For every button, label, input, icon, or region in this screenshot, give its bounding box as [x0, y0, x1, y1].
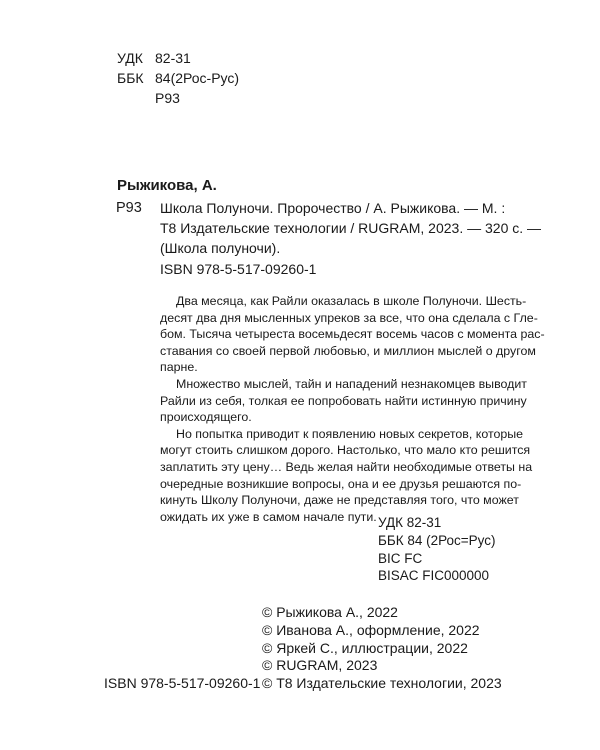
isbn-bottom: ISBN 978-5-517-09260-1 — [104, 675, 261, 691]
bib-line: (Школа полуночи). — [160, 240, 281, 256]
bbk-value: 84(2Рос-Рус) — [155, 70, 240, 86]
annotation-line: кинуть Школу Полуночи, даже не представляя того, что может — [160, 493, 519, 508]
annotation-line: Два месяца, как Райли оказалась в школе Полуночи. Шесть- — [176, 294, 527, 308]
copyright-block — [262, 604, 502, 693]
udk-label: УДК — [117, 50, 143, 66]
bib-line: Школа Полуночи. Пророчество / А. Рыжикова. — М. : — [160, 200, 506, 216]
author-sign: Р93 — [116, 200, 142, 216]
bic-code: BIC FC — [378, 550, 423, 566]
bbk-label: ББК — [117, 70, 144, 86]
annotation-line: Райли из себя, толкая ее попробовать найти истинную причину — [160, 393, 527, 408]
annotation-line: ожидать их уже в самом начале пути. — [160, 509, 377, 524]
annotation — [160, 293, 545, 525]
bbk-code: ББК 84 (2Рос=Рус) — [378, 532, 496, 548]
bbk-line — [117, 68, 239, 88]
copyright-line: © Иванова А., оформление, 2022 — [262, 621, 480, 638]
copyright-line: © Рыжикова А., 2022 — [262, 604, 398, 620]
annotation-line: бом. Тысяча четыреста восемьдесят восемь часов с момента рас- — [160, 327, 545, 342]
annotation-line: могут стоить слишком дорого. Настолько, что мало кто решится — [160, 443, 531, 458]
annotation-line: ставания со своей первой любовью, и миллион мыслей о другом — [160, 343, 536, 358]
annotation-paragraph — [160, 426, 533, 526]
copyright-line: © RUGRAM, 2023 — [262, 657, 378, 674]
annotation-line: очередные возникшие вопросы, она и ее друзья решаются по- — [160, 476, 522, 491]
isbn-main: ISBN 978-5-517-09260-1 — [160, 261, 317, 277]
udk-code: УДК 82-31 — [378, 515, 442, 530]
bib-line: Т8 Издательские технологии / RUGRAM, 2023. — 320 с. — — [160, 220, 542, 236]
annotation-line: Но попытка приводит к появлению новых секретов, которые — [176, 426, 524, 441]
annotation-line: происходящего. — [160, 410, 252, 425]
annotation-line: Множество мыслей, тайн и нападений незнакомцев выводит — [176, 376, 527, 391]
author-heading: Рыжикова, А. — [117, 177, 217, 194]
annotation-paragraph — [160, 293, 545, 376]
udk-line — [117, 48, 239, 68]
copyright-line: © Яркей С., иллюстрации, 2022 — [262, 639, 468, 656]
annotation-line: заплатить эту цену… Ведь желая найти необходимые ответы на — [160, 459, 533, 474]
annotation-line: десят два дня мысленных упреков за все, что она сделала с Гле- — [160, 310, 538, 325]
annotation-line: парне. — [160, 360, 198, 375]
annotation-paragraph — [160, 376, 527, 426]
author-sign-top: Р93 — [155, 90, 180, 106]
udk-value: 82-31 — [155, 50, 191, 66]
bibliographic-description — [160, 198, 542, 258]
classification-top — [117, 48, 239, 108]
bisac-code: BISAC FIC000000 — [378, 568, 490, 584]
copyright-line: © Т8 Издательские технологии, 2023 — [262, 675, 502, 692]
classification-bottom — [378, 514, 496, 585]
